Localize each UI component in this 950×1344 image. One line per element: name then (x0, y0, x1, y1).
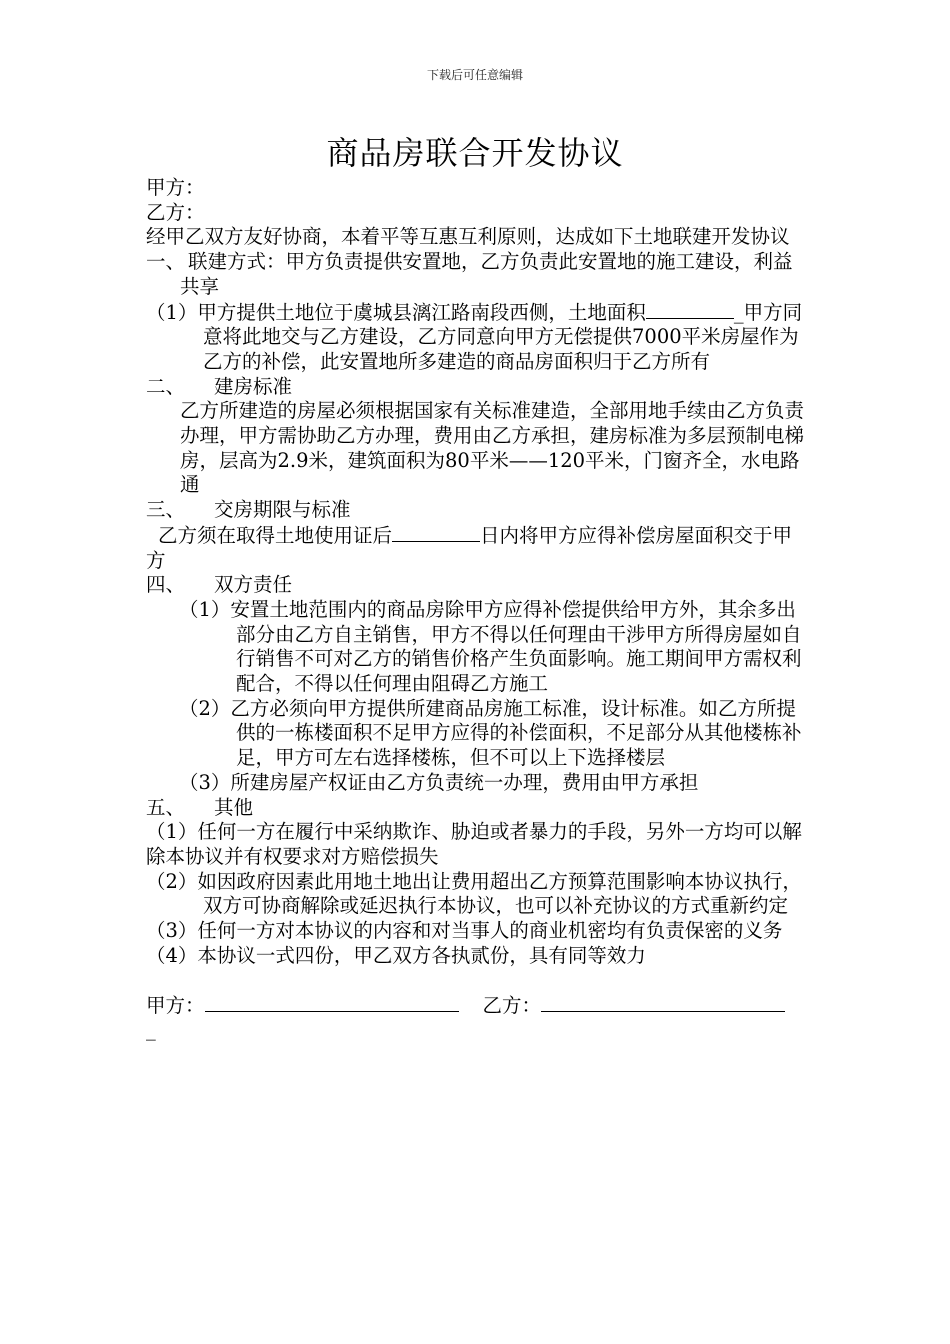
section-4-heading (146, 573, 808, 598)
signature-trailing-underscore: _ (146, 1018, 156, 1042)
section-4-item-2: （2）乙方必须向甲方提供所建商品房施工标准，设计标准。如乙方所提供的一栋楼面积不足甲方应得的补偿面积，不足部分从其他楼栋补足，甲方可左右选择楼栋，但不可以上下选择楼层 (179, 696, 802, 770)
section-2-text: 乙方所建造的房屋必须根据国家有关标准建造，全部用地手续由乙方负责办理，甲方需协助乙方办理，费用由乙方承担，建房标准为多层预制电梯房，层高为2.9米，建筑面积为80平米——120平米，门窗齐全，水电路通 (180, 399, 805, 497)
signature-line (146, 993, 808, 1019)
signature-party-a-blank (205, 993, 459, 1012)
party-a-line: 甲方： (146, 176, 205, 199)
section-1-item-1-start: （1）甲方提供土地位于虞城县漓江路南段西侧，土地面积 (146, 300, 646, 324)
section-5-heading (146, 796, 808, 821)
section-3-text-start: 乙方须在取得土地使用证后 (158, 523, 393, 547)
page-header: 下载后可任意编辑 (426, 68, 523, 82)
section-1-item-1 (146, 300, 808, 375)
section-5-item-3: （3）任何一方对本协议的内容和对当事人的商业机密均有负责保密的义务 (146, 919, 783, 943)
days-blank (392, 523, 480, 542)
section-2-title: 建房标准 (214, 374, 293, 398)
signature-party-b-label: 乙方： (482, 993, 542, 1017)
section-4-title: 双方责任 (214, 573, 293, 597)
signature-party-a-label: 甲方： (146, 993, 205, 1017)
party-b-line: 乙方： (146, 200, 205, 224)
intro-paragraph: 经甲乙双方友好协商，本着平等互惠互利原则，达成如下土地联建开发协议 (146, 225, 790, 249)
section-4-item-1: （1）安置土地范围内的商品房除甲方应得补偿提供给甲方外，其余多出部分由乙方自主销售，甲方不得以任何理由干涉甲方所得房屋如自行销售不可对乙方的销售价格产生负面影响。施工期间甲方需权利配合，不得以任何理由阻碍乙方施工 (179, 597, 802, 696)
signature-party-b-blank (541, 993, 785, 1012)
section-3-heading (146, 498, 808, 523)
section-5-title: 其他 (214, 795, 254, 819)
section-2-heading (146, 375, 808, 400)
land-area-blank (646, 300, 734, 319)
section-1 (146, 250, 808, 299)
section-5-item-1: （1）任何一方在履行中采纳欺诈、胁迫或者暴力的手段，另外一方均可以解除本协议并有权要求对方赔偿损失 (146, 820, 802, 868)
section-3-text-end: 日内将甲方应得补偿房屋面积交于甲方 (146, 523, 793, 572)
section-3-number: 三、 (146, 498, 186, 522)
section-5-item-2: （2）如因政府因素此用地土地出让费用超出乙方预算范围影响本协议执行，双方可协商解除或延迟执行本协议，也可以补充协议的方式重新约定 (146, 869, 802, 918)
section-5-number: 五、 (146, 795, 186, 819)
section-1-item-1-end: _甲方同意将此地交与乙方建设，乙方同意向甲方无偿提供7000平米房屋作为乙方的补偿，此安置地所多建造的商品房面积归于乙方所有 (203, 300, 803, 373)
section-4-number: 四、 (146, 573, 186, 597)
section-3-title: 交房期限与标准 (214, 498, 351, 522)
section-4-item-3: （3）所建房屋产权证由乙方负责统一办理，费用由甲方承担 (179, 770, 699, 794)
section-1-text: 联建方式：甲方负责提供安置地，乙方负责此安置地的施工建设，利益共享 (180, 250, 793, 298)
section-3-text (146, 523, 808, 573)
document-title: 商品房联合开发协议 (326, 134, 624, 172)
document-body (146, 176, 808, 1043)
section-5-item-4: （4）本协议一式四份，甲乙双方各执贰份，具有同等效力 (146, 943, 646, 967)
section-1-number: 一、 (146, 250, 186, 274)
section-2-number: 二、 (146, 374, 186, 398)
